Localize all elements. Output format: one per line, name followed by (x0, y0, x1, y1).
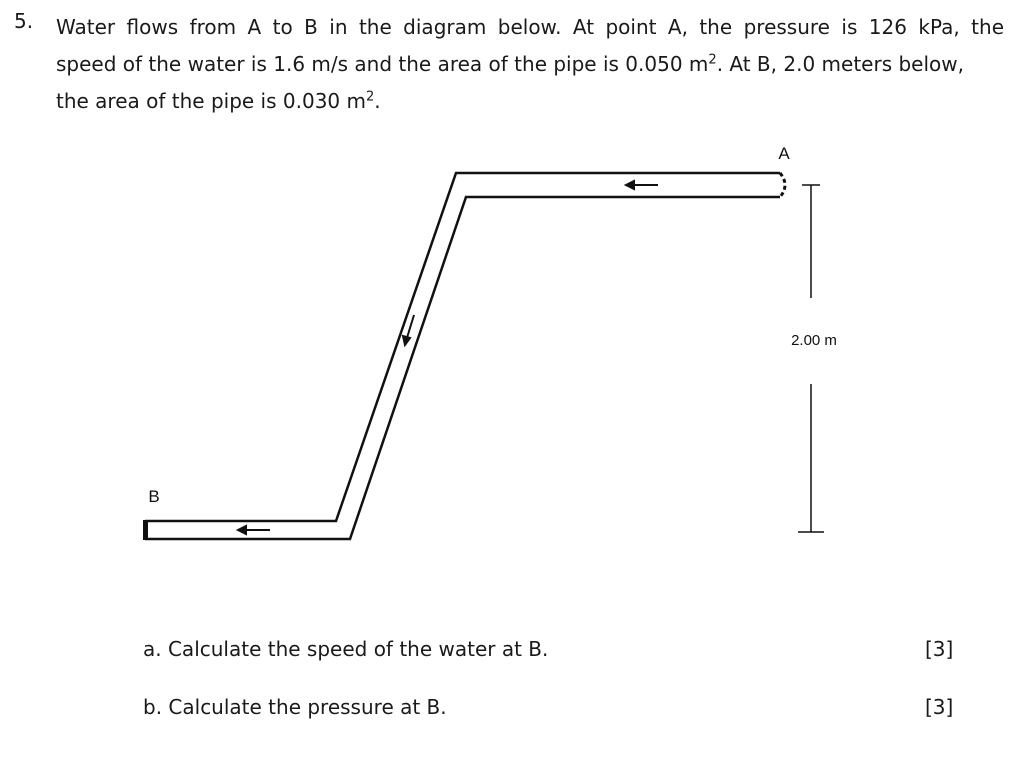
pipe-inner-wall (145, 197, 780, 539)
pipe-end-a (780, 173, 785, 197)
label-b: B (148, 487, 160, 506)
question-line-2: speed of the water is 1.6 m/s and the area of the pipe is 0.050 $m^2$. At B, 2.0 meters below, (56, 52, 964, 76)
question-line-1: Water flows from A to B in the diagram below. At point A, the pressure is 126 kPa, the (56, 15, 1004, 39)
flow-arrow-top (626, 181, 658, 189)
part-a-marks: [3] (925, 637, 954, 661)
pipe-outer-wall (145, 173, 780, 521)
flow-arrow-bottom (238, 526, 270, 534)
part-a-text: a. Calculate the speed of the water at B. (143, 637, 549, 661)
flow-arrows (238, 181, 658, 534)
pipe-end-b (143, 520, 148, 540)
question-number: 5. (14, 9, 34, 33)
label-a: A (778, 144, 790, 163)
height-label: 2.00 m (791, 332, 837, 349)
height-dimension (798, 185, 824, 532)
question-line-3: the area of the pipe is 0.030 $m^2$. (56, 89, 381, 113)
part-b-text: b. Calculate the pressure at B. (143, 695, 447, 719)
part-b-marks: [3] (925, 695, 954, 719)
pipe (145, 173, 780, 539)
